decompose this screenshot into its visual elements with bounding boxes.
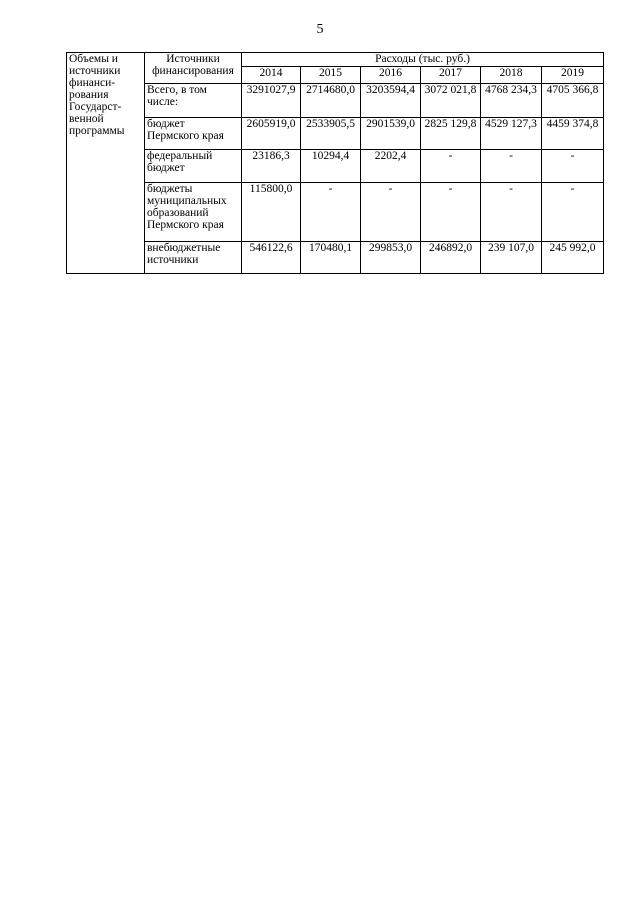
sources-header: Источники финансирования: [145, 53, 242, 84]
table-cell: 246892,0: [421, 242, 481, 274]
table-row: [67, 242, 604, 274]
table-cell: -: [481, 150, 542, 183]
table-cell: 4768 234,3: [481, 84, 542, 118]
table-cell: 3291027,9: [242, 84, 301, 118]
table-cell: 546122,6: [242, 242, 301, 274]
financing-table: [66, 52, 604, 274]
program-financing-label: Объемы и источники финанси-рования Государст-венной программы: [67, 53, 145, 274]
table-cell: -: [421, 150, 481, 183]
year-header: 2018: [481, 67, 542, 84]
table-cell: -: [301, 183, 361, 242]
table-cell: -: [481, 183, 542, 242]
table-cell: -: [542, 183, 604, 242]
table-cell: 170480,1: [301, 242, 361, 274]
table-cell: 245 992,0: [542, 242, 604, 274]
table-cell: 239 107,0: [481, 242, 542, 274]
table-cell: 2825 129,8: [421, 118, 481, 150]
table-row: [67, 150, 604, 183]
table-cell: 2901539,0: [361, 118, 421, 150]
row-label: внебюджетные источники: [145, 242, 242, 274]
table-cell: 4459 374,8: [542, 118, 604, 150]
year-header: 2019: [542, 67, 604, 84]
table-cell: 2714680,0: [301, 84, 361, 118]
table-cell: 299853,0: [361, 242, 421, 274]
table-cell: -: [361, 183, 421, 242]
table-header-row: [67, 53, 604, 67]
table-row: [67, 183, 604, 242]
row-label: бюджеты муниципальных образований Пермского края: [145, 183, 242, 242]
table-cell: -: [542, 150, 604, 183]
table-cell: 23186,3: [242, 150, 301, 183]
table-row: [67, 84, 604, 118]
table-cell: 3072 021,8: [421, 84, 481, 118]
table-row: [67, 118, 604, 150]
table-cell: 4529 127,3: [481, 118, 542, 150]
row-label: федеральный бюджет: [145, 150, 242, 183]
table-cell: 115800,0: [242, 183, 301, 242]
table-cell: 2533905,5: [301, 118, 361, 150]
page-number: 5: [316, 22, 324, 37]
year-header: 2017: [421, 67, 481, 84]
expenses-header: Расходы (тыс. руб.): [242, 53, 604, 67]
table-cell: -: [421, 183, 481, 242]
table-cell: 2202,4: [361, 150, 421, 183]
row-label: бюджет Пермского края: [145, 118, 242, 150]
year-header: 2014: [242, 67, 301, 84]
table-cell: 2605919,0: [242, 118, 301, 150]
table-cell: 3203594,4: [361, 84, 421, 118]
table-cell: 4705 366,8: [542, 84, 604, 118]
year-header: 2016: [361, 67, 421, 84]
year-header: 2015: [301, 67, 361, 84]
table-cell: 10294,4: [301, 150, 361, 183]
row-label: Всего, в том числе:: [145, 84, 242, 118]
